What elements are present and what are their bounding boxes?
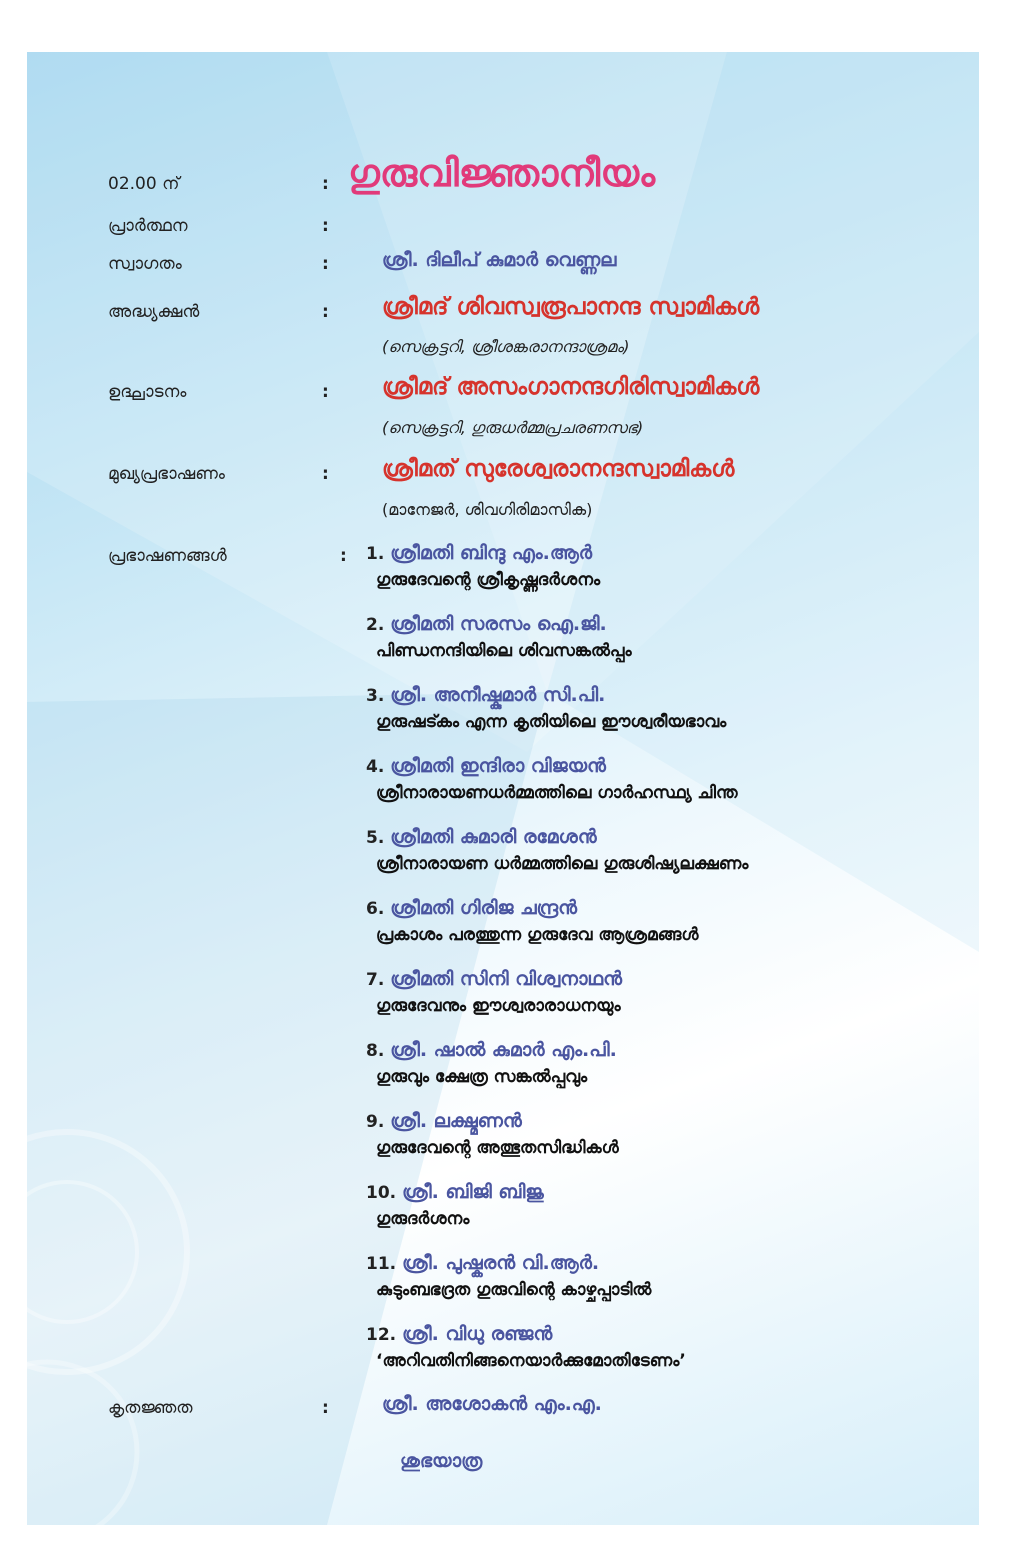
prayer-label: പ്രാർത്ഥന [108, 216, 188, 236]
keynote-label: മുഖ്യപ്രഭാഷണം [108, 464, 225, 484]
talk-number: 10. [366, 1183, 397, 1203]
talk-speaker: ശ്രീ. ലക്ഷ്മണൻ [390, 1110, 522, 1132]
talk-speaker: ശ്രീമതി സിനി വിശ്വനാഥൻ [390, 968, 623, 990]
talk-topic: കുടുംബഭദ്രത ഗുരുവിന്റെ കാഴ്ചപ്പാടിൽ [376, 1280, 652, 1300]
talk-number: 12. [366, 1325, 397, 1345]
talk-speaker: ശ്രീ. വിധു രഞ്ജൻ [402, 1323, 553, 1345]
talk-topic: പ്രകാശം പരത്തുന്ന ഗുരുദേവ ആശ്രമങ്ങൾ [376, 925, 699, 945]
inaugurator-role: (സെക്രട്ടറി, ഗുരുധർമ്മപ്രചരണസഭ) [382, 418, 644, 437]
talk-speaker: ശ്രീമതി ഗിരിജ ചന്ദ്രൻ [390, 897, 577, 919]
colon: : [322, 464, 329, 484]
colon: : [322, 382, 329, 402]
talk-speaker: ശ്രീമതി സരസം ഐ.ജി. [390, 613, 607, 635]
talk-speaker: ശ്രീമതി കുമാരി രമേശൻ [390, 826, 597, 848]
talk-number: 1. [366, 544, 385, 564]
inauguration-label: ഉദ്ഘാടനം [108, 382, 187, 402]
talk-topic: ഗുരുഷട്കം എന്ന കൃതിയിലെ ഈശ്വരീയഭാവം [376, 712, 727, 732]
time-label: 02.00 ന് [108, 174, 180, 194]
talk-item [366, 1252, 651, 1300]
talk-number: 6. [366, 899, 385, 919]
talk-topic: ‘അറിവതിനിങ്ങനെയാർക്കുമോതിടേണം’ [376, 1351, 686, 1371]
talk-speaker: ശ്രീ. പുഷ്കരൻ വി.ആർ. [402, 1252, 600, 1274]
inaugurator-name: ശ്രീമദ് അസംഗാനന്ദഗിരിസ്വാമികൾ [382, 374, 760, 400]
president-name: ശ്രീമദ് ശിവസ്വരൂപാനന്ദ സ്വാമികൾ [382, 294, 760, 320]
keynote-role: (മാനേജർ, ശിവഗിരിമാസിക) [382, 500, 593, 519]
talk-item [366, 613, 632, 661]
talk-number: 11. [366, 1254, 397, 1274]
president-role: (സെക്രട്ടറി, ശ്രീശങ്കരാനന്ദാശ്രമം) [382, 337, 630, 356]
closing-text: ശുഭയാത്ര [400, 1450, 483, 1472]
talk-item [366, 684, 726, 732]
talk-speaker: ശ്രീ. ഷാൽ കുമാർ എം.പി. [390, 1039, 617, 1061]
talk-speaker: ശ്രീമതി ബിന്ദു എം.ആർ [390, 542, 593, 564]
talk-number: 9. [366, 1112, 385, 1132]
colon: : [322, 254, 329, 274]
talk-item [366, 1110, 619, 1158]
thanks-speaker: ശ്രീ. അശോകൻ എം.എ. [382, 1393, 602, 1415]
talk-item [366, 897, 698, 945]
talk-topic: ഗുരുദേവന്റെ അത്ഭുതസിദ്ധികൾ [376, 1138, 619, 1158]
colon: : [340, 546, 347, 566]
talk-item [366, 826, 748, 874]
talk-number: 5. [366, 828, 385, 848]
talk-topic: ഗുരുദേവന്റെ ശ്രീകൃഷ്ണദർശനം [376, 570, 601, 590]
talk-topic: ശ്രീനാരായണ ധർമ്മത്തിലെ ഗുരുശിഷ്യലക്ഷണം [376, 854, 749, 874]
talks-label: പ്രഭാഷണങ്ങൾ [108, 546, 227, 566]
talk-speaker: ശ്രീ. അനീഷ്കുമാർ സി.പി. [390, 684, 606, 706]
talk-item [366, 1039, 617, 1087]
talk-number: 4. [366, 757, 385, 777]
talk-number: 8. [366, 1041, 385, 1061]
talk-number: 2. [366, 615, 385, 635]
talk-item [366, 1323, 686, 1371]
talk-topic: ഗുരുദേവനും ഈശ്വരാരാധനയും [376, 996, 621, 1016]
talk-item [366, 1181, 544, 1229]
talk-item [366, 755, 737, 803]
keynote-speaker: ശ്രീമത് സുരേശ്വരാനന്ദസ്വാമികൾ [382, 456, 735, 482]
talk-topic: ഗുരുദർശനം [376, 1209, 470, 1229]
welcome-speaker: ശ്രീ. ദിലീപ് കുമാർ വെണ്ണല [382, 249, 617, 271]
talk-speaker: ശ്രീ. ബിജി ബിജു [402, 1181, 544, 1203]
talk-number: 3. [366, 686, 385, 706]
talk-topic: പിണ്ഡനന്ദിയിലെ ശിവസങ്കൽപ്പം [376, 641, 632, 661]
talk-topic: ഗുരുവും ക്ഷേത്ര സങ്കൽപ്പവും [376, 1067, 588, 1087]
talk-item [366, 542, 600, 590]
thanks-label: കൃതജ്ഞത [108, 1398, 193, 1418]
talk-number: 7. [366, 970, 385, 990]
talk-item [366, 968, 622, 1016]
welcome-label: സ്വാഗതം [108, 254, 182, 274]
colon: : [322, 302, 329, 322]
page-title: ഗുരുവിജ്ഞാനീയം [348, 150, 656, 195]
talk-topic: ശ്രീനാരായണധർമ്മത്തിലെ ഗാർഹസ്ഥ്യ ചിന്ത [376, 783, 738, 803]
colon: : [322, 216, 329, 236]
talk-speaker: ശ്രീമതി ഇന്ദിരാ വിജയൻ [390, 755, 606, 777]
colon: : [322, 174, 329, 194]
colon: : [322, 1398, 329, 1418]
presidency-label: അദ്ധ്യക്ഷൻ [108, 302, 200, 322]
